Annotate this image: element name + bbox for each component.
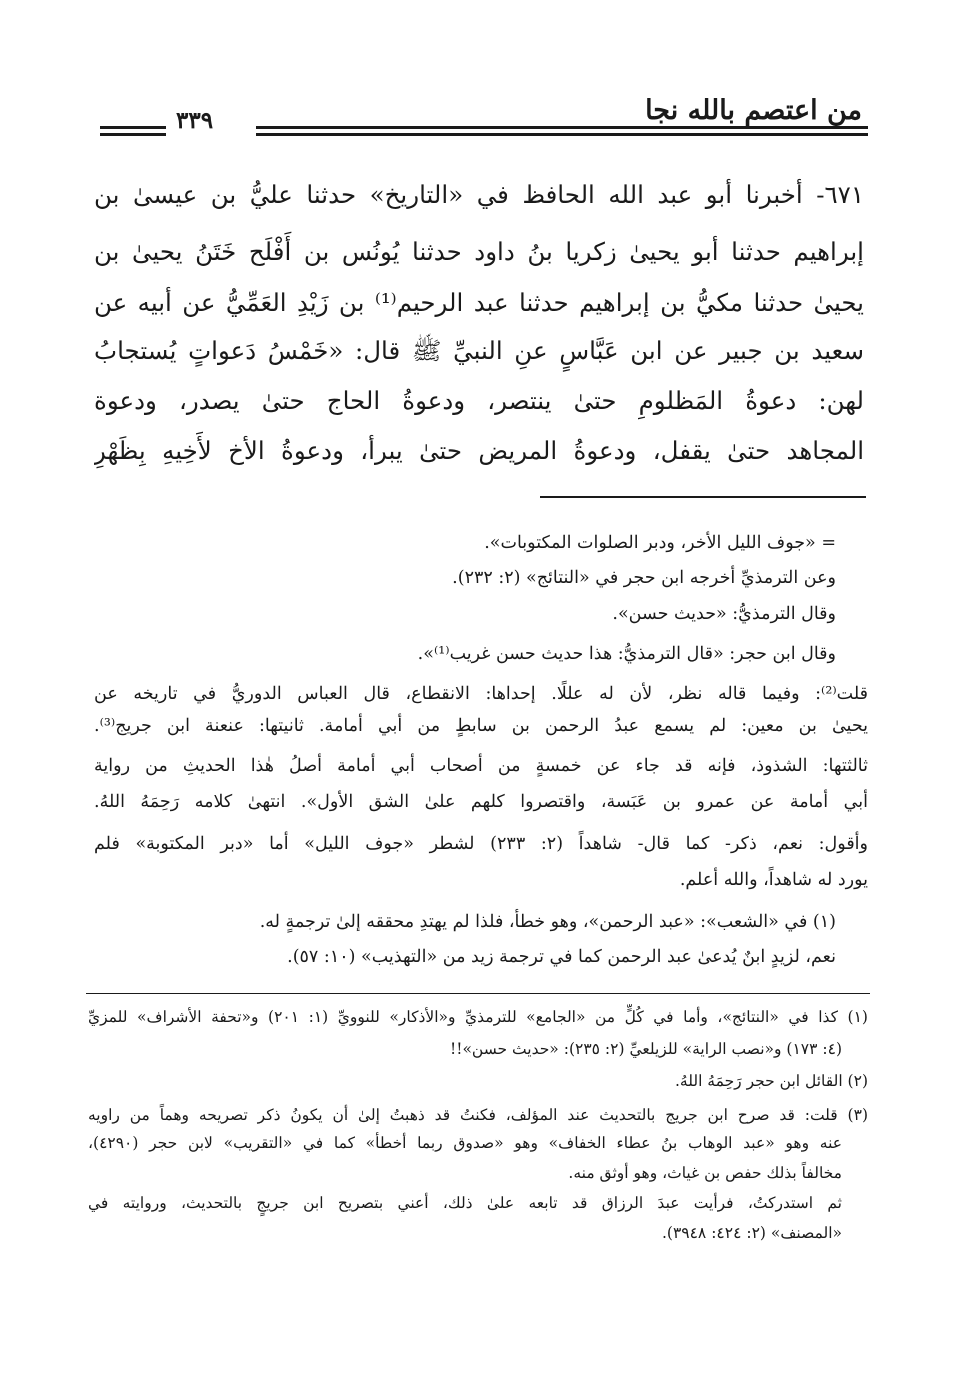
footnote-line: (١) كذا في «النتائج»، وأما في كُلٍّ من «الجامع» للترمذيِّ و«الأذكار» للنوويِّ (١: ٢٠١) و«تحفة الأشراف» للمزيِّ xyxy=(88,1008,868,1026)
note-line: يحيىٰ بن معين: لم يسمع عبدُ الرحمن بن سابطٍ من أبي أمامة. ثانيتها: عنعنة ابن جريج⁽³⁾. xyxy=(94,716,868,736)
main-text-line: المجاهد حتىٰ يقفل، ودعوةُ المريض حتىٰ يبرأ، ودعوةُ الأخ لأَخِيهِ بِظَهْرِ xyxy=(94,436,864,465)
note-line: أبي أمامة عن عمرو بن عَبَسة، واقتصروا كلهم علىٰ الشق الأول». انتهىٰ كلامه رَحِمَهُ اللهُ. xyxy=(94,792,868,812)
note-line: = «جوف الليل الأخر، ودبر الصلوات المكتوبات». xyxy=(484,533,836,553)
header-rule-left-bottom xyxy=(100,133,166,136)
note-line: قلت⁽²⁾: وفيما قاله نظر، لأن له عللًا. إحداها: الانقطاع، قال العباس الدوريُّ في تاريخه عن xyxy=(94,684,868,704)
footnote-separator xyxy=(86,993,870,994)
footnote-line: (٢) القائل ابن حجر رَحِمَهُ اللهُ. xyxy=(674,1072,868,1090)
footnote-line: (٤: ١٧٣) و«نصب الراية» للزيلعيِّ (٢: ٢٣٥): «حديث حسن»!! xyxy=(449,1040,842,1058)
note-line: يورد له شاهداً، والله أعلم. xyxy=(679,870,868,890)
footnote-line: (٣) قلت: قد صرح ابن جريج بالتحديث عند المؤلف، فكنتُ قد ذهبتُ إلىٰ أن يكونُ ذكر تصريحه وهماً من راويه xyxy=(88,1106,868,1124)
note-line: وعن الترمذيِّ أخرجه ابن حجر في «النتائج» (٢: ٢٣٢). xyxy=(452,568,836,588)
text-separator xyxy=(540,496,866,498)
header-rule-left-top xyxy=(100,126,166,129)
running-title: من اعتصم بالله نجا xyxy=(645,95,862,126)
footnote-line: مخالفاً بذلك حفص بن غياث، وهو أوثق منه. xyxy=(568,1164,842,1182)
main-text-line: ٦٧١- أخبرنا أبو عبد الله الحافظ في «التاريخ» حدثنا عليُّ بن عيسىٰ بن xyxy=(94,180,864,209)
main-text-line: يحيىٰ حدثنا مكيُّ بن إبراهيم حدثنا عبد الرحيم⁽¹⁾ بن زَيْدِ العَمِّيُّ عن أبيه عن xyxy=(94,288,864,317)
note-line: نعم، لزيدٍ ابنٌ يُدعىٰ عبد الرحمن كما في ترجمة زيد من «التهذيب» (١٠: ٥٧). xyxy=(287,947,836,967)
main-text-line: إبراهيم حدثنا أبو يحيىٰ زكريا بنُ داود حدثنا يُونُس بن أَفْلَح خَتَنُ يحيىٰ بن xyxy=(94,237,864,266)
note-line: (١) في «الشعب»: «عبد الرحمن»، وهو خطأ، فلذا لم يهتدِ محققه إلىٰ ترجمةٍ له. xyxy=(259,912,836,932)
main-text-line: سعيد بن جبير عن ابن عَبَّاسٍ عنِ النبيِّ ﷺ قال: «خَمْسُ دَعواتٍ يُستجابُ xyxy=(94,336,864,365)
header-rule-right-top xyxy=(256,126,868,129)
note-line: وقال ابن حجر: «قال الترمذيُّ: هذا حديث حسن غريب⁽¹⁾». xyxy=(417,644,836,664)
footnote-line: ثم استدركتُ، فرأيت عبدَ الرزاق قد تابعه علىٰ ذلك، أعني بتصريح ابن جريجٍ بالتحديث، وروايته في xyxy=(88,1194,842,1212)
note-line: وأقول: نعم، ذكر- كما قال- شاهداً (٢: ٢٣٣) لشطر «جوف الليل» أما «دبر المكتوبة» فلم xyxy=(94,834,868,854)
footnote-line: عنه وهو «عبد الوهاب بنُ عطاء الخفاف» وهو «صدوق ربما أخطأ» كما في «التقريب» لابن حجر (٤٢٩٠)، xyxy=(88,1134,842,1152)
page-number: ٣٣٩ xyxy=(176,107,214,134)
note-line: ثالثتها: الشذوذ، فإنه قد جاء عن خمسةٍ من أصحاب أبي أمامة أصلُ هٰذا الحديثِ من رواية xyxy=(94,756,868,776)
main-text-line: لهن: دعوةُ المَظلومِ حتىٰ ينتصر، ودعوةُ الحاج حتىٰ يصدر، ودعوة xyxy=(94,386,864,415)
note-line: وقال الترمذيُّ: «حديث حسن». xyxy=(612,604,836,624)
header-rule-right-bottom xyxy=(256,133,868,136)
footnote-line: «المصنف» (٢: ٤٢٤: ٣٩٤٨). xyxy=(661,1224,842,1242)
